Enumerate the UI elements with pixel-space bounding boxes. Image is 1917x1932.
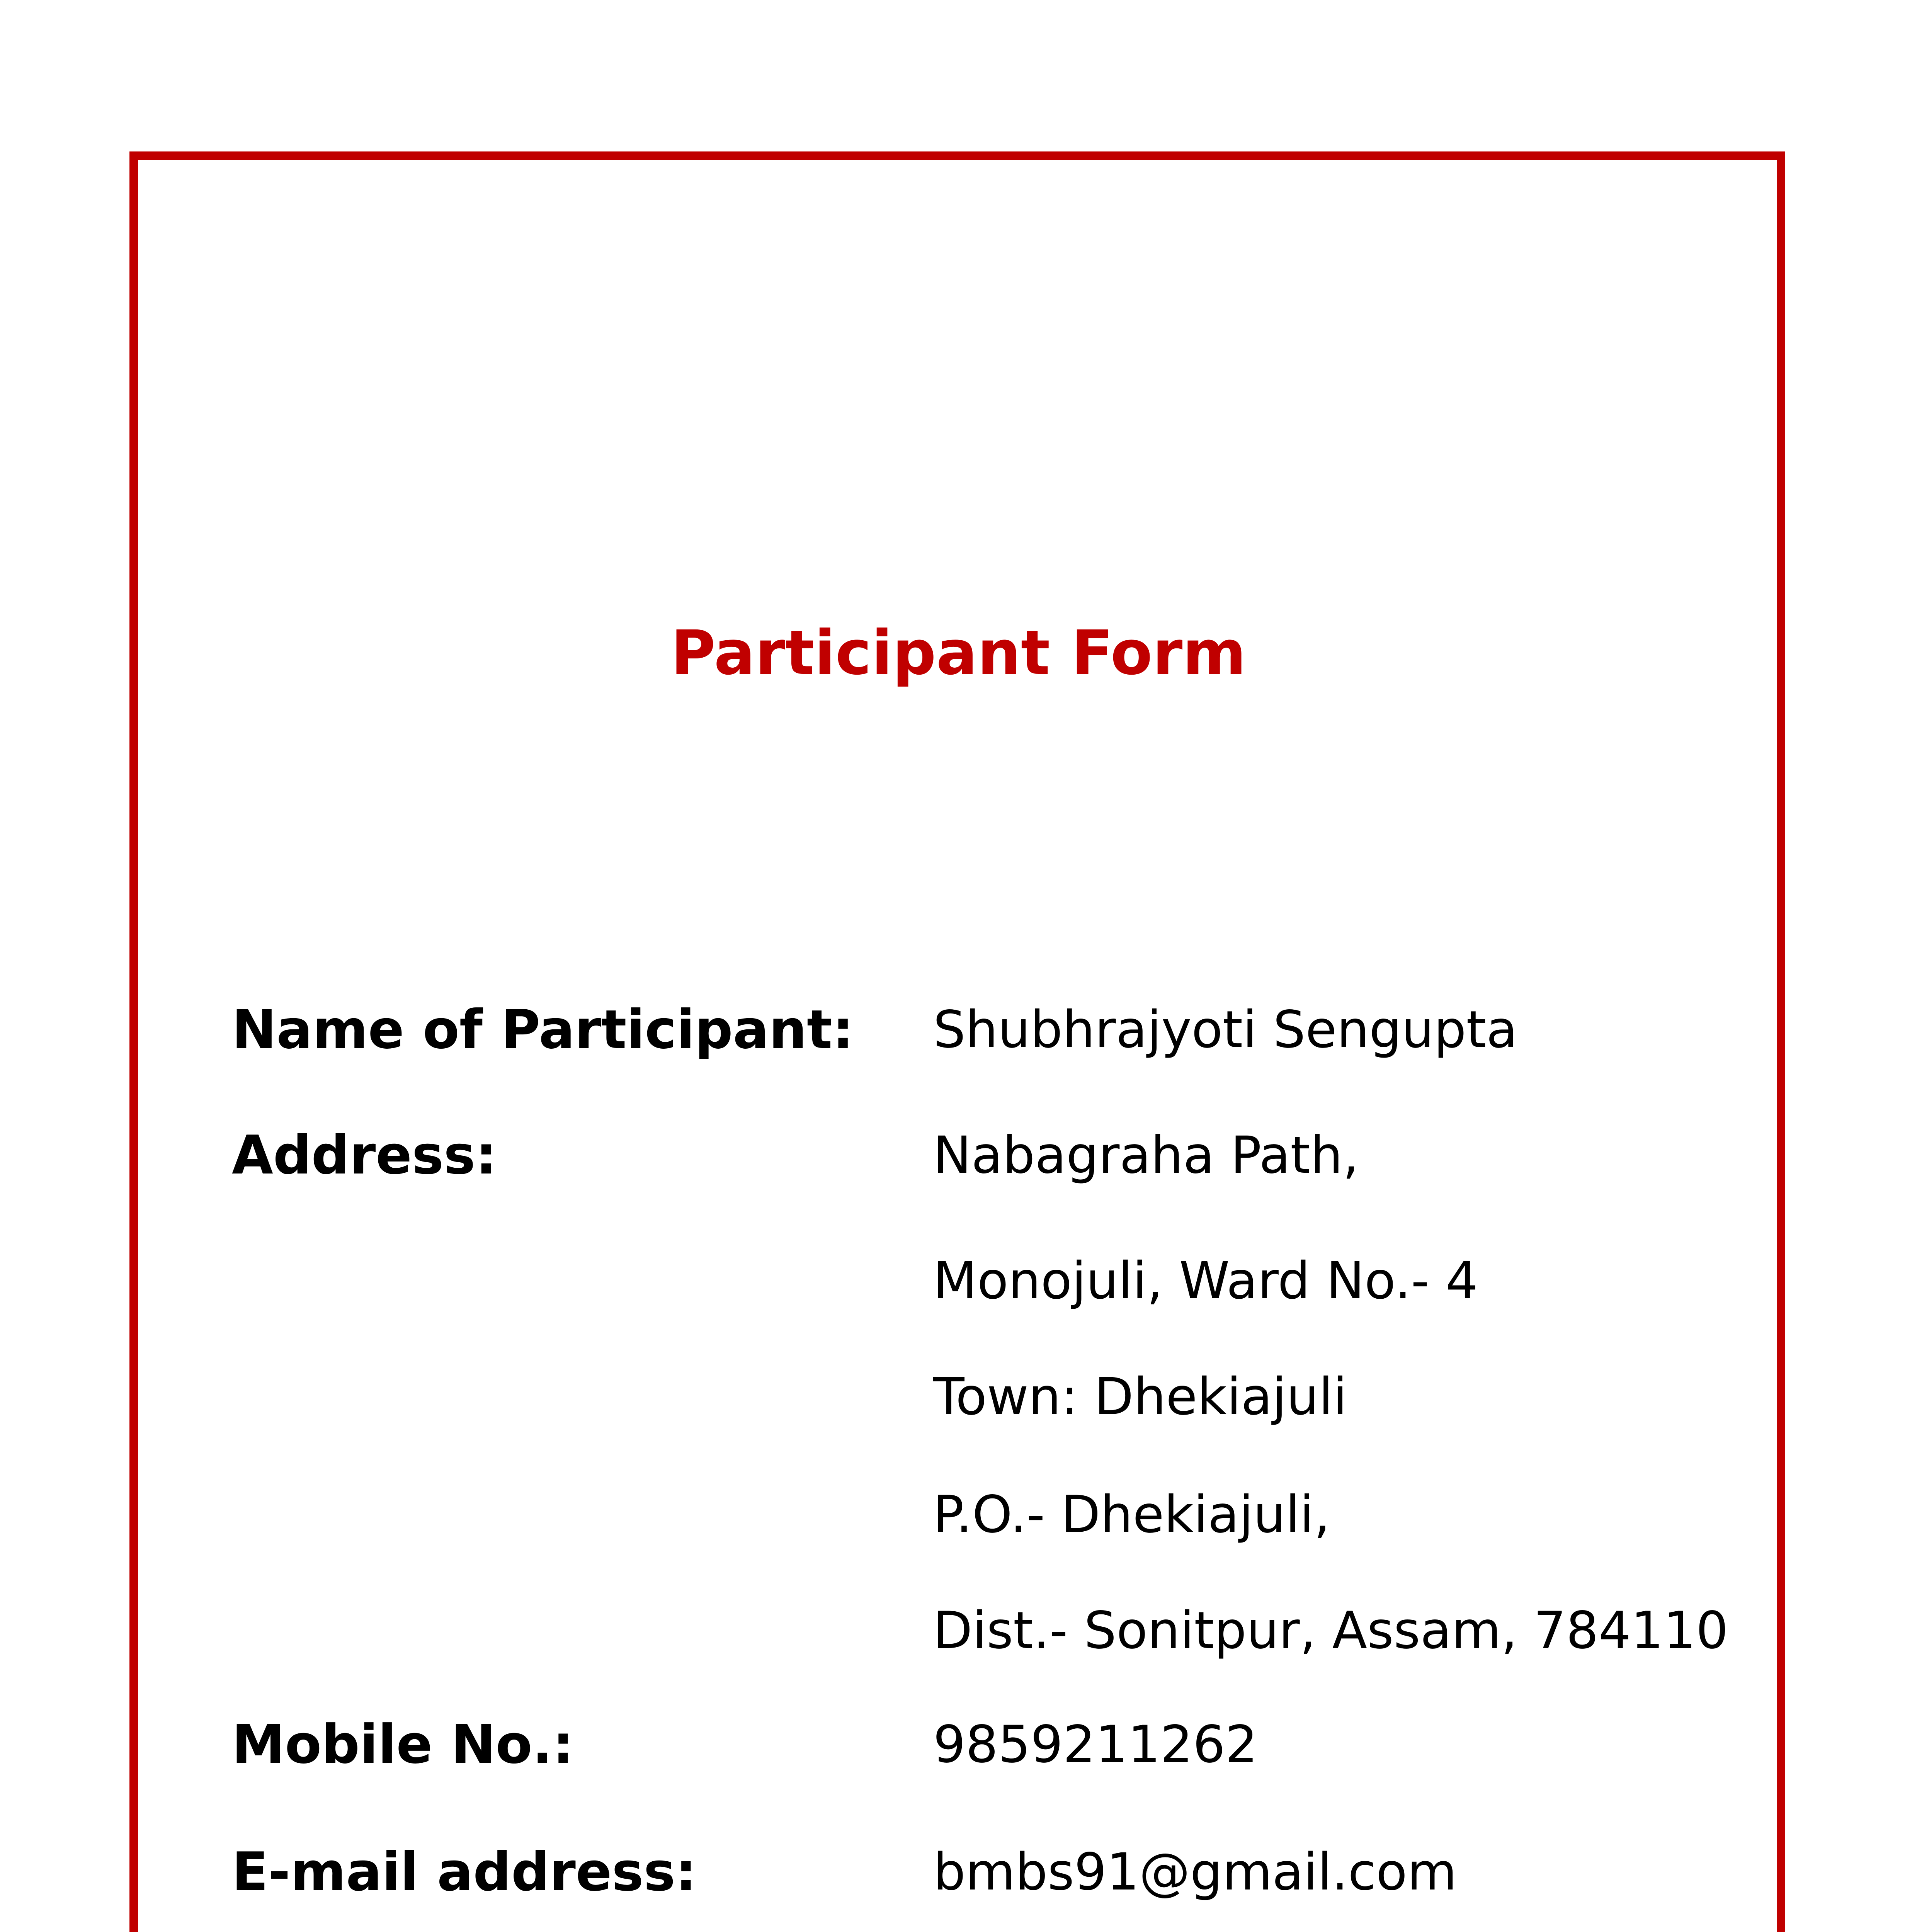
address-line-5: Dist.- Sonitpur, Assam, 784110: [933, 1601, 1728, 1660]
address-line-4: P.O.- Dhekiajuli,: [933, 1485, 1330, 1544]
name-label: Name of Participant:: [232, 998, 854, 1061]
mobile-label: Mobile No.:: [232, 1713, 574, 1776]
name-value: Shubhrajyoti Sengupta: [933, 1000, 1518, 1060]
address-label: Address:: [232, 1124, 497, 1186]
address-line-2: Monojuli, Ward No.- 4: [933, 1251, 1478, 1311]
mobile-value: 9859211262: [933, 1715, 1258, 1774]
email-label: E-mail address:: [232, 1841, 697, 1903]
address-line-1: Nabagraha Path,: [933, 1126, 1359, 1185]
form-title: Participant Form: [671, 617, 1246, 689]
email-value: bmbs91@gmail.com: [933, 1842, 1457, 1902]
address-line-3: Town: Dhekiajuli: [933, 1367, 1347, 1427]
